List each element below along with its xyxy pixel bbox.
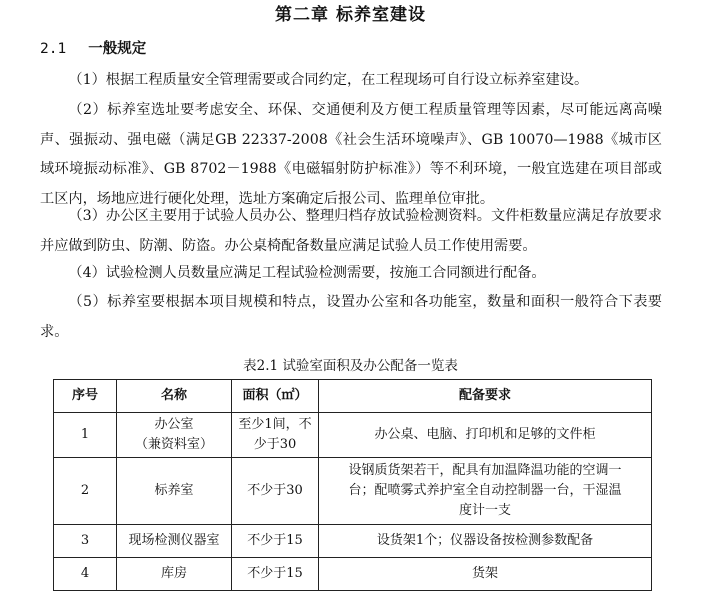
header-area: 面积（㎡） [232, 380, 319, 413]
cell-area [232, 413, 319, 458]
cell-no: 3 [54, 525, 117, 558]
table-row [54, 558, 652, 591]
paragraph-5: （5）标养室要根据本项目规模和特点，设置办公室和各功能室，数量和面积一般符合下表要求。 [40, 294, 662, 340]
table-row [54, 458, 652, 525]
cell-area: 不少于30 [232, 458, 319, 525]
paragraph-2: （2）标养室选址要考虑安全、环保、交通便利及方便工程质量管理等因素，尽可能远离高噪声、强振动、强电磁（满足GB 22337-2008《社会生活环境噪声》、GB 10070—1988《城市区域环境振动标准》、GB 8702－1988《电磁辐射防护标准》）等不利环境，一般宜选建在项目部或工区内，场地应进行硬化处理，选址方案确定后报公司、监理单位审批。 [40, 102, 662, 207]
cell-no: 1 [54, 413, 117, 458]
table-header-row [54, 380, 652, 413]
cell-name: 库房 [117, 558, 232, 591]
cell-name-line: 办公室 [154, 417, 194, 432]
header-requirement: 配备要求 [319, 380, 652, 413]
cell-no: 4 [54, 558, 117, 591]
paragraph-4: （4）试验检测人员数量应满足工程试验检测需要，按施工合同额进行配备。 [68, 265, 546, 281]
cell-name-line: （兼资料室） [134, 437, 213, 452]
cell-area: 不少于15 [232, 525, 319, 558]
chapter-title: 第二章 标养室建设 [275, 5, 426, 25]
cell-area: 不少于15 [232, 558, 319, 591]
cell-requirement-line: 度计一支 [458, 503, 511, 518]
cell-name: 现场检测仪器室 [117, 525, 232, 558]
cell-requirement-line: 设钢质货架若干，配具有加温降温功能的空调一 [348, 463, 622, 478]
table-caption: 表2.1 试验室面积及办公配备一览表 [243, 358, 458, 374]
cell-requirement-line: 台；配喷雾式养护室全自动控制器一台，干湿温 [348, 483, 622, 498]
cell-requirement: 设货架1个；仪器设备按检测参数配备 [319, 525, 652, 558]
table-row [54, 525, 652, 558]
cell-area-line: 少于30 [253, 437, 297, 452]
cell-name [117, 413, 232, 458]
header-name: 名称 [117, 380, 232, 413]
table-row [54, 413, 652, 458]
section-heading [40, 38, 146, 60]
cell-requirement [319, 458, 652, 525]
section-title: 一般规定 [88, 41, 147, 57]
cell-name: 标养室 [117, 458, 232, 525]
paragraph-3: （3）办公区主要用于试验人员办公、整理归档存放试验检测资料。文件柜数量应满足存放要求并应做到防虫、防潮、防盗。办公桌椅配备数量应满足试验人员工作使用需要。 [40, 208, 662, 254]
cell-area-line: 至少1间，不 [238, 417, 312, 432]
header-no: 序号 [54, 380, 117, 413]
cell-requirement: 货架 [319, 558, 652, 591]
cell-no: 2 [54, 458, 117, 525]
section-number: 2.1 [40, 41, 67, 57]
paragraph-1: （1）根据工程质量安全管理需要或合同约定，在工程现场可自行设立标养室建设。 [68, 72, 589, 88]
lab-area-table [53, 379, 652, 591]
cell-requirement: 办公桌、电脑、打印机和足够的文件柜 [319, 413, 652, 458]
